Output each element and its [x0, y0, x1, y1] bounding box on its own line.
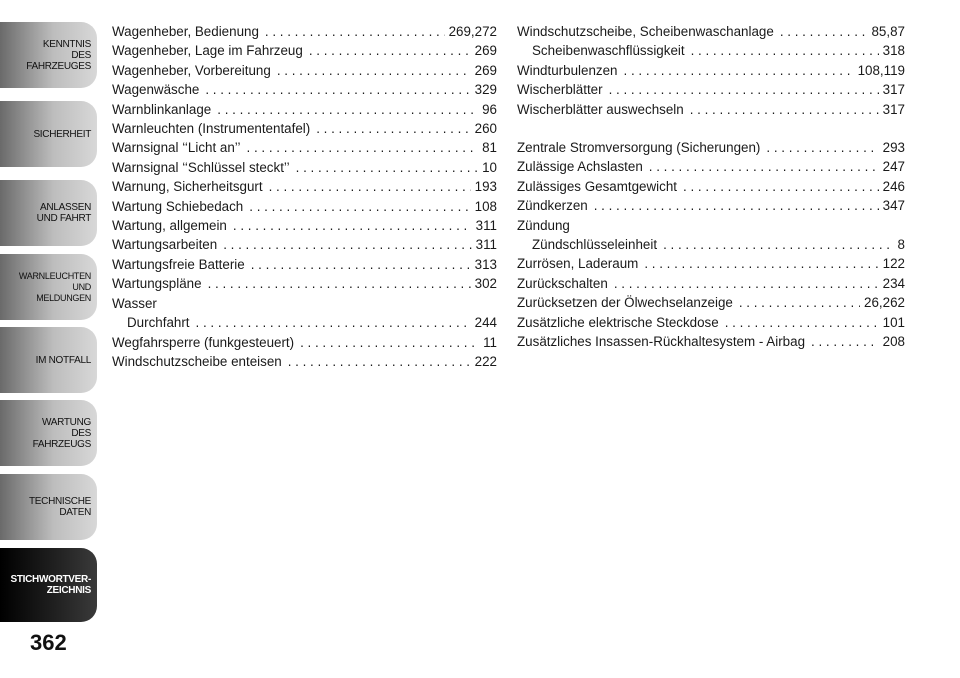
dot-leader	[247, 138, 479, 157]
entry-page: 81	[482, 140, 497, 156]
dot-leader	[766, 138, 878, 157]
tab-label: IM NOTFALL	[35, 354, 91, 366]
dot-leader	[649, 157, 879, 176]
dot-leader	[725, 313, 879, 332]
entry-page: 311	[475, 218, 497, 234]
dot-leader	[288, 352, 471, 371]
entry-label: Windturbulenzen	[517, 62, 618, 78]
index-column-right	[517, 22, 905, 352]
index-entry[interactable]	[517, 80, 905, 99]
index-entry[interactable]	[517, 196, 905, 215]
tab-im-notfall[interactable]	[0, 327, 97, 393]
entry-page: 347	[882, 198, 905, 214]
dot-leader	[249, 197, 470, 216]
entry-label: Wartung, allgemein	[112, 218, 227, 234]
entry-page: 193	[474, 179, 497, 195]
entry-label: Zurückschalten	[517, 275, 608, 291]
index-entry[interactable]	[517, 41, 905, 60]
entry-page: 246	[882, 178, 905, 194]
dot-leader	[296, 158, 478, 177]
tab-wartung-des-fahrzeugs[interactable]	[0, 400, 97, 466]
index-entry[interactable]	[112, 333, 497, 352]
entry-label: Wartungsfreie Batterie	[112, 256, 245, 272]
dot-leader	[300, 333, 479, 352]
index-entry[interactable]	[112, 41, 497, 60]
index-entry[interactable]	[517, 235, 905, 254]
dot-leader	[217, 100, 478, 119]
dot-leader	[690, 100, 879, 119]
entry-page: 260	[474, 121, 497, 137]
index-entry[interactable]	[112, 61, 497, 80]
entry-page: 85,87	[871, 24, 905, 39]
entry-page: 108	[474, 198, 497, 214]
entry-page: 313	[474, 256, 497, 272]
index-entry[interactable]	[517, 61, 905, 80]
index-column-left	[112, 22, 497, 371]
entry-label: Warnsignal ‘‘Schlüssel steckt’’	[112, 159, 290, 175]
tab-warnleuchten-und-meldungen[interactable]	[0, 254, 97, 320]
entry-page: 101	[882, 314, 905, 330]
tab-label: STICHWORTVER- ZEICHNIS	[10, 574, 91, 596]
entry-page: 208	[882, 334, 905, 350]
entry-page: 293	[882, 140, 905, 156]
index-heading: Zündung	[517, 217, 570, 233]
entry-page: 108,119	[857, 62, 905, 78]
entry-page: 222	[474, 353, 497, 369]
index-entry[interactable]	[517, 138, 905, 157]
chapter-tabs	[0, 0, 100, 678]
index-entry[interactable]	[517, 313, 905, 332]
entry-label: Zündschlüsseleinheit	[532, 237, 658, 253]
entry-page: 244	[474, 315, 497, 331]
dot-leader	[277, 61, 471, 80]
entry-label: Wagenwäsche	[112, 82, 200, 98]
tab-stichwortverzeichnis[interactable]	[0, 548, 97, 622]
entry-page: 8	[897, 237, 905, 253]
dot-leader	[614, 274, 879, 293]
index-entry[interactable]	[517, 22, 905, 41]
entry-label: Zulässiges Gesamtgewicht	[517, 178, 678, 194]
entry-label: Wagenheber, Lage im Fahrzeug	[112, 43, 303, 59]
dot-leader	[269, 177, 471, 196]
entry-label: Wartungspläne	[112, 276, 202, 292]
dot-leader	[780, 22, 868, 41]
entry-label: Zündkerzen	[517, 198, 588, 214]
index-entry[interactable]	[112, 100, 497, 119]
index-entry[interactable]	[112, 158, 497, 177]
dot-leader	[223, 235, 471, 254]
dot-leader	[683, 177, 879, 196]
index-entry[interactable]	[517, 177, 905, 196]
entry-label: Wischerblätter auswechseln	[517, 101, 684, 117]
entry-label: Zurrösen, Laderaum	[517, 256, 639, 272]
entry-label: Wagenheber, Bedienung	[112, 24, 259, 39]
index-entry[interactable]	[112, 119, 497, 138]
entry-label: Durchfahrt	[127, 315, 190, 331]
entry-label: Wartungsarbeiten	[112, 237, 218, 253]
dot-leader	[811, 332, 879, 351]
entry-page: 269	[474, 43, 497, 59]
dot-leader	[691, 41, 879, 60]
dot-leader	[609, 80, 879, 99]
entry-gap	[517, 119, 905, 138]
entry-label: Zusätzliches Insassen-Rückhaltesystem - Airbag	[517, 334, 806, 350]
entry-page: 317	[882, 82, 905, 98]
tab-technische-daten[interactable]	[0, 474, 97, 540]
tab-label: WARTUNG DES FAHRZEUGS	[32, 416, 91, 450]
dot-leader	[205, 80, 470, 99]
entry-page: 96	[482, 101, 497, 117]
entry-page: 10	[482, 159, 497, 175]
index-entry[interactable]	[112, 313, 497, 332]
entry-page: 311	[475, 237, 497, 253]
entry-label: Warnblinkanlage	[112, 101, 212, 117]
entry-label: Zentrale Stromversorgung (Sicherungen)	[517, 140, 761, 156]
entry-label: Windschutzscheibe enteisen	[112, 353, 282, 369]
index-entry[interactable]	[112, 197, 497, 216]
entry-page: 26,262	[864, 295, 905, 311]
tab-label: WARNLEUCHTEN UND MELDUNGEN	[18, 270, 91, 303]
page-number: 362	[30, 630, 67, 655]
entry-page: 317	[882, 101, 905, 117]
entry-page: 329	[474, 82, 497, 98]
entry-page: 269	[474, 62, 497, 78]
entry-label: Warnung, Sicherheitsgurt	[112, 179, 263, 195]
dot-leader	[265, 22, 445, 41]
tab-label: ANLASSEN UND FAHRT	[36, 202, 91, 224]
dot-leader	[594, 196, 879, 215]
dot-leader	[196, 313, 471, 332]
index-entry[interactable]	[112, 80, 497, 99]
entry-page: 234	[882, 275, 905, 291]
index-entry[interactable]	[112, 255, 497, 274]
index-entry[interactable]	[517, 274, 905, 293]
index-entry[interactable]	[517, 254, 905, 273]
entry-label: Warnsignal ‘‘Licht an’’	[112, 140, 241, 156]
entry-label: Wagenheber, Vorbereitung	[112, 62, 271, 78]
dot-leader	[233, 216, 472, 235]
entry-label: Zusätzliche elektrische Steckdose	[517, 314, 719, 330]
entry-label: Wartung Schiebedach	[112, 198, 244, 214]
entry-page: 11	[483, 334, 497, 350]
dot-leader	[309, 41, 471, 60]
entry-label: Scheibenwaschflüssigkeit	[532, 43, 685, 59]
tab-sicherheit[interactable]	[0, 101, 97, 167]
index-entry[interactable]	[112, 177, 497, 196]
entry-label: Zurücksetzen der Ölwechselanzeige	[517, 295, 733, 311]
dot-leader	[316, 119, 470, 138]
entry-page: 318	[882, 43, 905, 59]
index-entry[interactable]	[112, 352, 497, 371]
entry-page: 122	[882, 256, 905, 272]
dot-leader	[624, 61, 854, 80]
dot-leader	[208, 274, 471, 293]
index-entry[interactable]	[517, 157, 905, 176]
dot-leader	[663, 235, 893, 254]
index-entry[interactable]	[517, 332, 905, 351]
index-entry[interactable]	[112, 22, 497, 41]
entry-page: 269,272	[448, 24, 497, 39]
dot-leader	[739, 293, 860, 312]
entry-label: Windschutzscheibe, Scheibenwaschanlage	[517, 24, 774, 39]
entry-label: Wischerblätter	[517, 82, 603, 98]
tab-kenntnis-des-fahrzeuges[interactable]	[0, 22, 97, 88]
entry-label: Warnleuchten (Instrumententafel)	[112, 121, 311, 137]
index-entry[interactable]	[112, 235, 497, 254]
index-entry[interactable]	[517, 293, 905, 312]
index-entry[interactable]	[517, 100, 905, 119]
entry-label: Wegfahrsperre (funkgesteuert)	[112, 334, 295, 350]
entry-page: 302	[474, 276, 497, 292]
tab-label: TECHNISCHE DATEN	[28, 496, 91, 518]
entry-page: 247	[882, 159, 905, 175]
index-entry[interactable]	[112, 274, 497, 293]
index-entry[interactable]	[112, 138, 497, 157]
tab-label: SICHERHEIT	[33, 128, 91, 140]
index-heading: Wasser	[112, 295, 157, 311]
dot-leader	[644, 254, 878, 273]
entry-label: Zulässige Achslasten	[517, 159, 643, 175]
tab-anlassen-und-fahrt[interactable]	[0, 180, 97, 246]
dot-leader	[251, 255, 471, 274]
index-entry[interactable]	[112, 216, 497, 235]
tab-label: KENNTNIS DES FAHRZEUGES	[26, 38, 91, 72]
